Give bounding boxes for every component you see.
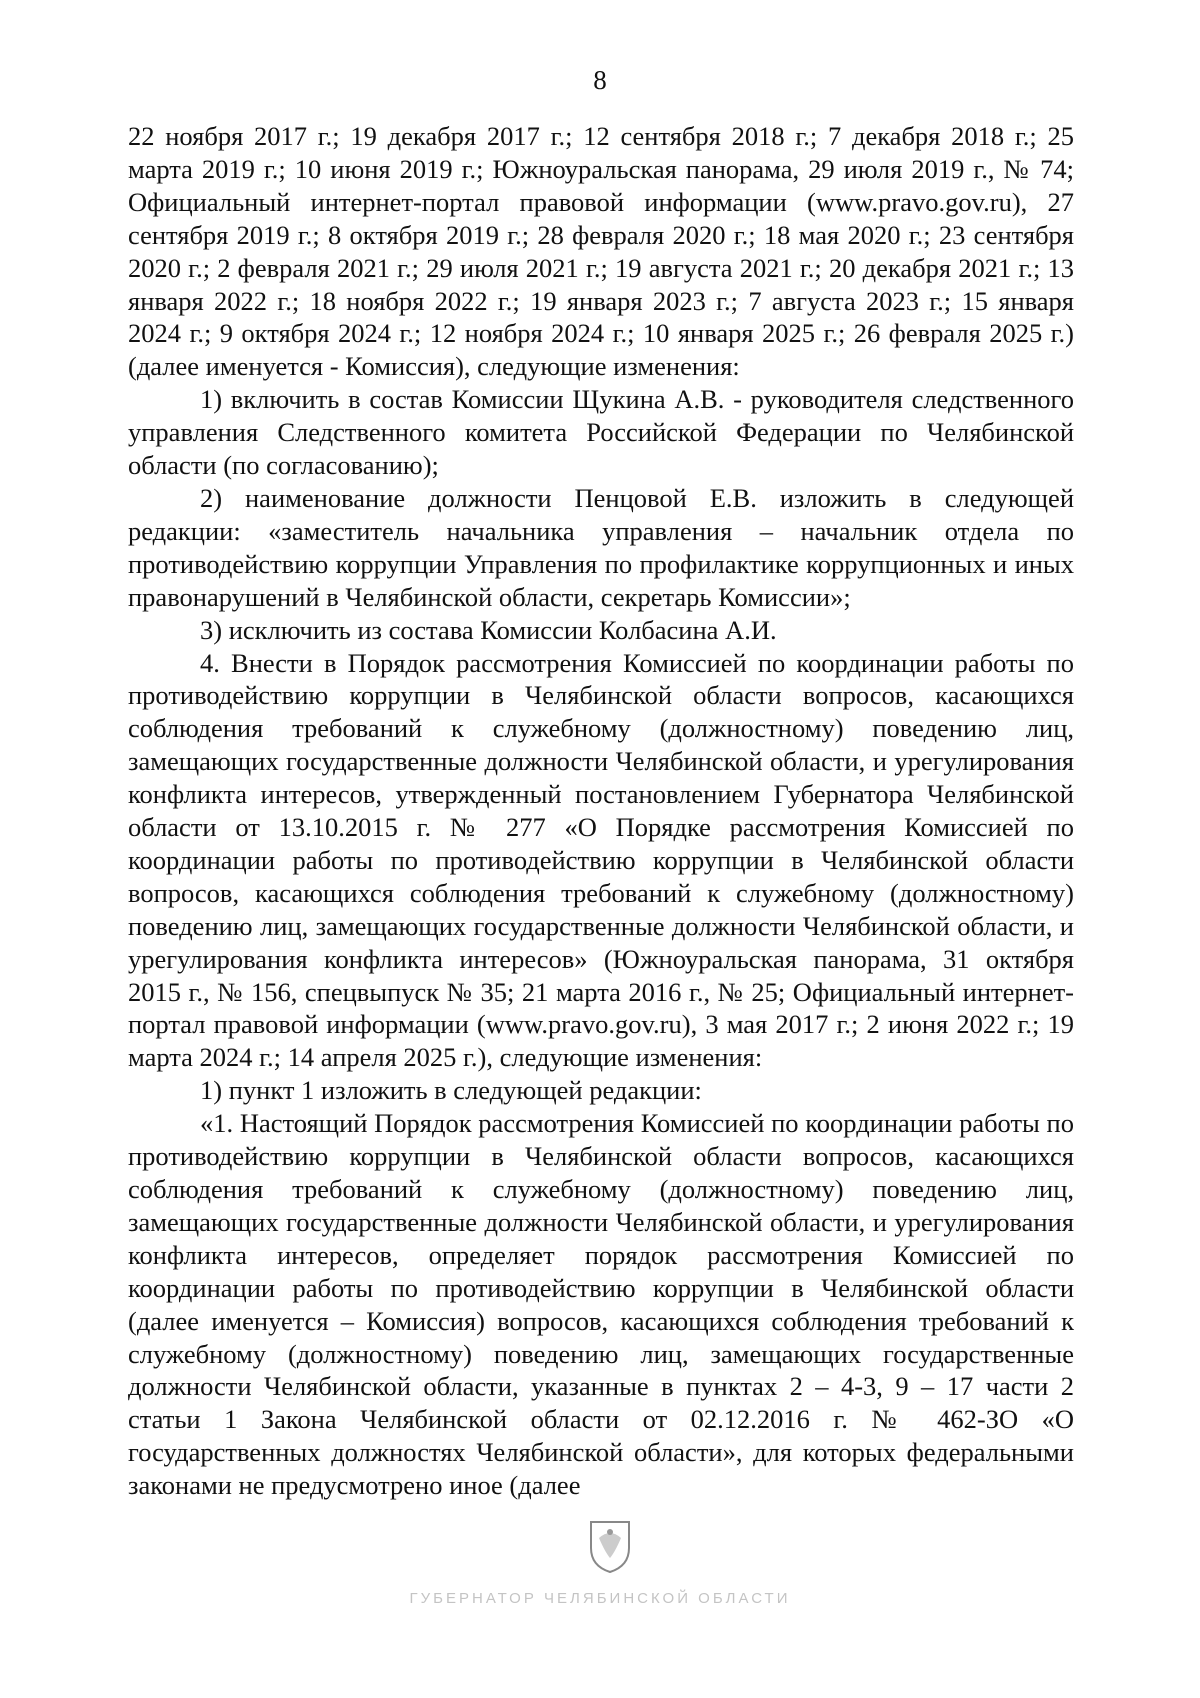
- footer-watermark: ГУБЕРНАТОР ЧЕЛЯБИНСКОЙ ОБЛАСТИ: [409, 1590, 791, 1607]
- paragraph-item-2: 2) наименование должности Пенцовой Е.В. изложить в следующей редакции: «заместитель начальника управления – начальник отдела по противодействию коррупции Управления по профилактике коррупционных и иных правонарушений в Челябинской области, секретарь Комиссии»;: [128, 482, 1074, 612]
- page-number: 8: [593, 65, 607, 95]
- paragraph-quoted-text: «1. Настоящий Порядок рассмотрения Комиссией по координации работы по противодействию коррупции в Челябинской области вопросов, касающихся соблюдения требований к служебному (должностному) поведению лиц, замещающих государственные должности Челябинской области, и урегулирования конфликта интересов, определяет порядок рассмотрения Комиссией по координации работы по противодействию коррупции в Челябинской области (далее именуется – Комиссия) вопросов, касающихся соблюдения требований к служебному (должностному) поведению лиц, замещающих государственные должности Челябинской области, указанные в пунктах 2 – 4-3, 9 – 17 части 2 статьи 1 Закона Челябинской области от 02.12.2016 г. № 462-ЗО «О государственных должностях Челябинской области», для которых федеральными законами не предусмотрено иное (далее: [128, 1108, 1074, 1501]
- document-body: [128, 120, 1074, 1502]
- coat-of-arms-seal-icon: [585, 1518, 635, 1574]
- paragraph-section-4: 4. Внести в Порядок рассмотрения Комиссией по координации работы по противодействию коррупции в Челябинской области вопросов, касающихся соблюдения требований к служебному (должностному) поведению лиц, замещающих государственные должности Челябинской области, и урегулирования конфликта интересов, утвержденный постановлением Губернатора Челябинской области от 13.10.2015 г. № 277 «О Порядке рассмотрения Комиссией по координации работы по противодействию коррупции в Челябинской области вопросов, касающихся соблюдения требований к служебному (должностному) поведению лиц, замещающих государственные должности Челябинской области, и урегулирования конфликта интересов» (Южноуральская панорама, 31 октября 2015 г., № 156, спецвыпуск № 35; 21 марта 2016 г., № 25; Официальный интернет-портал правовой информации (www.pravo.gov.ru), 3 мая 2017 г.; 2 июня 2022 г.; 19 марта 2024 г.; 14 апреля 2025 г.), следующие изменения:: [128, 647, 1074, 1073]
- paragraph-item-1: 1) включить в состав Комиссии Щукина А.В. - руководителя следственного управления Следственного комитета Российской Федерации по Челябинской области (по согласованию);: [128, 384, 1074, 481]
- paragraph-subitem-1: 1) пункт 1 изложить в следующей редакции:: [200, 1075, 702, 1106]
- paragraph-continuation: 22 ноября 2017 г.; 19 декабря 2017 г.; 12 сентября 2018 г.; 7 декабря 2018 г.; 25 марта 2019 г.; 10 июня 2019 г.; Южноуральская панорама, 29 июля 2019 г., № 74; Официальный интернет-портал правовой информации (www.pravo.gov.ru), 27 сентября 2019 г.; 8 октября 2019 г.; 28 февраля 2020 г.; 18 мая 2020 г.; 23 сентября 2020 г.; 2 февраля 2021 г.; 29 июля 2021 г.; 19 августа 2021 г.; 20 декабря 2021 г.; 13 января 2022 г.; 18 ноября 2022 г.; 19 января 2023 г.; 7 августа 2023 г.; 15 января 2024 г.; 9 октября 2024 г.; 12 ноября 2024 г.; 10 января 2025 г.; 26 февраля 2025 г.) (далее именуется - Комиссия), следующие изменения:: [128, 121, 1074, 382]
- paragraph-item-3: 3) исключить из состава Комиссии Колбасина А.И.: [200, 614, 777, 645]
